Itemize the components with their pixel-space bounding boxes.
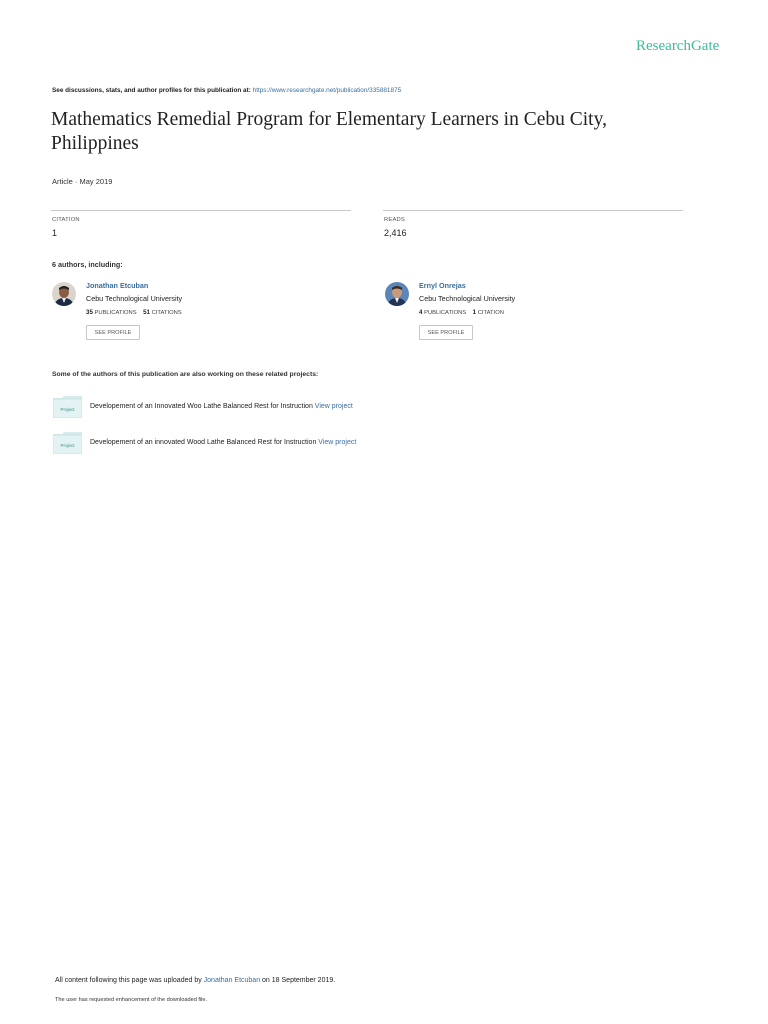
project-folder-icon [53,396,82,418]
author-stats-1 [86,309,182,316]
publication-meta: Article · May 2019 [52,177,113,186]
upload-prefix: All content following this page was uploaded by [55,977,204,984]
related-projects-heading: Some of the authors of this publication are also working on these related projects: [52,371,319,378]
discussion-line [52,87,401,94]
reads-label: READS [384,217,405,223]
project-text-2 [90,439,356,446]
researchgate-logo[interactable]: ResearchGate [636,38,720,54]
author-institution-1: Cebu Technological University [86,294,183,303]
person-photo-icon [385,282,409,306]
author-avatar-1[interactable] [52,282,76,306]
see-profile-button-1[interactable]: SEE PROFILE [86,325,140,340]
author-citations-count-1: 51 [143,309,150,316]
project-icon-label-2: Project [60,443,75,448]
enhancement-note: The user has requested enhancement of the downloaded file. [55,997,208,1003]
person-photo-icon [52,282,76,306]
publication-url-link[interactable]: https://www.researchgate.net/publication/335881875 [252,87,402,94]
citation-value: 1 [52,228,58,238]
view-project-link-2[interactable]: View project [318,439,357,446]
view-project-link-1[interactable]: View project [314,403,353,410]
author-publications-label-1: PUBLICATIONS [94,310,137,316]
citation-label: CITATION [52,217,80,223]
publication-title: Mathematics Remedial Program for Elementary Learners in Cebu City, Philippines [51,109,607,154]
stats-divider-left [51,210,351,211]
see-profile-button-2[interactable]: SEE PROFILE [419,325,473,340]
discussion-text: See discussions, stats, and author profiles for this publication at: [52,87,253,94]
author-stats-2 [419,309,504,316]
upload-suffix: on 18 September 2019. [260,977,336,984]
author-name-2[interactable]: Ernyl Onrejas [419,281,466,290]
author-publications-count-2: 4 [419,309,423,316]
project-row-2 [53,432,413,454]
project-text-1 [90,403,353,410]
project-row-1 [53,396,413,418]
author-publications-count-1: 35 [86,309,93,316]
author-institution-2: Cebu Technological University [419,294,516,303]
author-citations-label-2: CITATION [477,310,504,316]
uploader-link[interactable]: Jonathan Etcuban [203,977,261,984]
author-avatar-2[interactable] [385,282,409,306]
project-folder-icon [53,432,82,454]
authors-heading: 6 authors, including: [52,260,123,269]
author-name-1[interactable]: Jonathan Etcuban [86,281,149,290]
project-title-1: Developement of an Innovated Woo Lathe Balanced Rest for Instruction [90,403,315,410]
author-citations-label-1: CITATIONS [151,310,182,316]
upload-notice [55,977,335,984]
project-icon-label-1: Project [60,407,75,412]
author-citations-count-2: 1 [472,309,477,316]
stats-divider-right [383,210,683,211]
reads-value: 2,416 [384,228,407,238]
author-publications-label-2: PUBLICATIONS [424,310,467,316]
project-title-2: Developement of an innovated Wood Lathe Balanced Rest for Instruction [90,439,319,446]
